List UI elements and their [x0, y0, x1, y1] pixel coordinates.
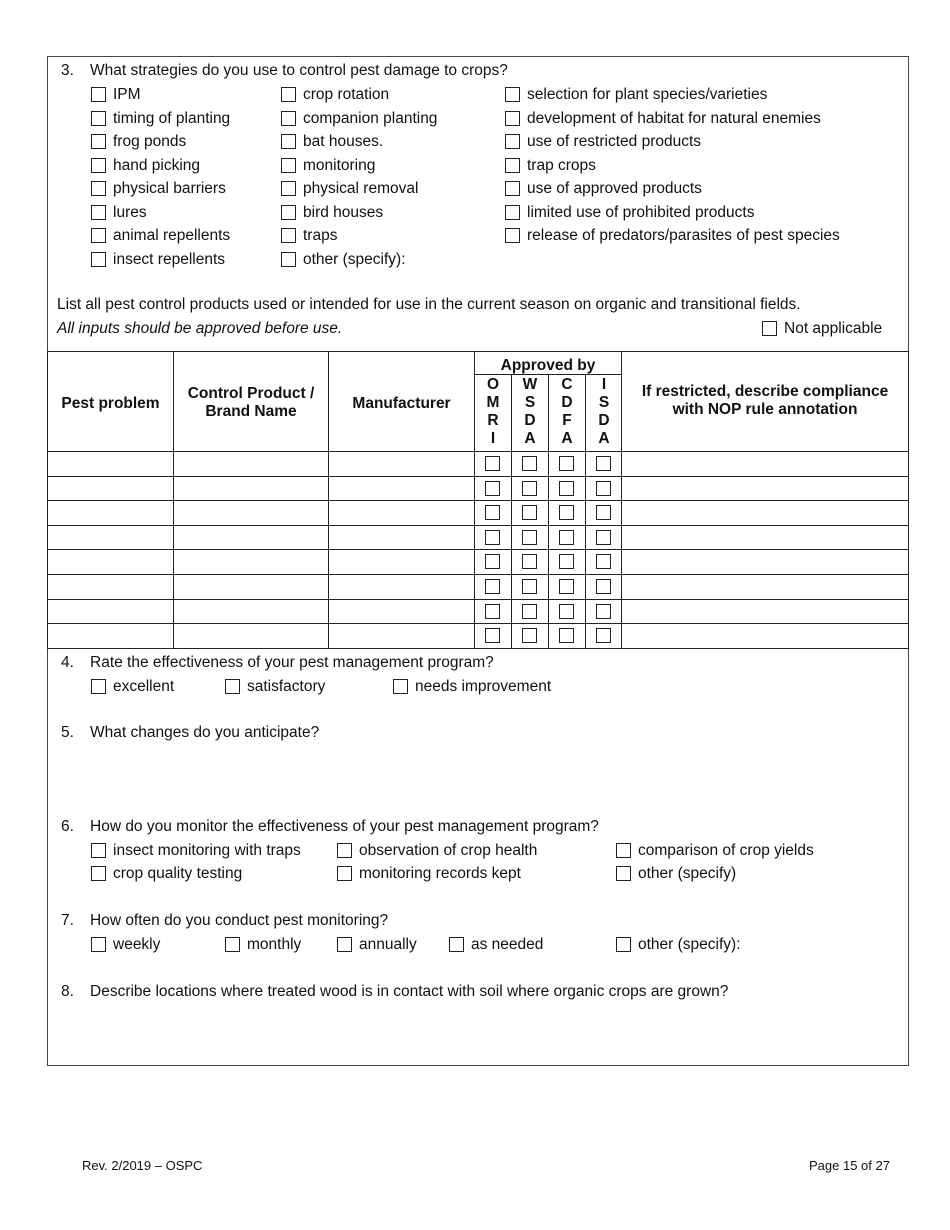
cell-control-product[interactable] — [174, 452, 328, 474]
checkbox[interactable] — [505, 158, 520, 173]
checkbox[interactable] — [505, 134, 520, 149]
option-label: animal repellents — [113, 227, 231, 244]
checkbox[interactable] — [281, 87, 296, 102]
cell-manufacturer[interactable] — [329, 575, 474, 597]
q6-question: How do you monitor the effectiveness of your pest management program? — [90, 818, 599, 835]
checkbox[interactable] — [337, 937, 352, 952]
option-label: physical barriers — [113, 180, 226, 197]
checkbox[interactable] — [281, 228, 296, 243]
q5-number: 5. — [61, 724, 74, 741]
option-label: monitoring — [303, 156, 376, 174]
checkbox[interactable] — [449, 937, 464, 952]
cell-manufacturer[interactable] — [329, 501, 474, 523]
option-label: as needed — [471, 936, 544, 953]
approval-checkbox[interactable] — [559, 554, 574, 569]
option-label: use of approved products — [527, 180, 702, 197]
cell-pest-problem[interactable] — [48, 624, 173, 646]
q7-number: 7. — [61, 912, 74, 929]
header-omri: O M R I — [486, 376, 500, 447]
checkbox[interactable] — [281, 111, 296, 126]
q3-number: 3. — [61, 62, 74, 79]
checkbox[interactable] — [91, 87, 106, 102]
option-label: insect repellents — [113, 250, 226, 268]
cell-restricted-compliance[interactable] — [622, 477, 908, 499]
approval-checkbox[interactable] — [596, 530, 611, 545]
option-label: timing of planting — [113, 109, 231, 127]
approval-checkbox[interactable] — [559, 628, 574, 643]
approval-checkbox[interactable] — [559, 481, 574, 496]
cell-pest-problem[interactable] — [48, 477, 173, 499]
not-applicable-label: Not applicable — [784, 320, 883, 337]
q3-question: What strategies do you use to control pest damage to crops? — [90, 62, 508, 79]
q4-number: 4. — [61, 654, 74, 671]
checkbox[interactable] — [91, 181, 106, 196]
approval-checkbox[interactable] — [522, 505, 537, 520]
checkbox[interactable] — [91, 679, 106, 694]
option-label: limited use of prohibited products — [527, 203, 755, 221]
cell-restricted-compliance[interactable] — [622, 526, 908, 548]
cell-restricted-compliance[interactable] — [622, 452, 908, 474]
approval-checkbox[interactable] — [559, 530, 574, 545]
q3-list-instruction: List all pest control products used or intended for use in the current season on organic and transitional fields. — [57, 296, 801, 313]
approval-checkbox[interactable] — [522, 456, 537, 471]
cell-restricted-compliance[interactable] — [622, 600, 908, 622]
approval-checkbox[interactable] — [559, 505, 574, 520]
q3-approval-note: All inputs should be approved before use. — [57, 320, 343, 337]
cell-control-product[interactable] — [174, 550, 328, 572]
checkbox[interactable] — [91, 937, 106, 952]
checkbox[interactable] — [91, 843, 106, 858]
checkbox[interactable] — [505, 205, 520, 220]
header-wsda: W S D A — [522, 376, 538, 447]
option-label: crop rotation — [303, 86, 390, 103]
header-manufacturer: Manufacturer — [352, 395, 451, 412]
option-label: observation of crop health — [359, 842, 538, 859]
footer-revision: Rev. 2/2019 – OSPC — [82, 1158, 203, 1173]
header-pest-problem: Pest problem — [61, 395, 160, 412]
approval-checkbox[interactable] — [596, 481, 611, 496]
q8-question: Describe locations where treated wood is in contact with soil where organic crops are grown? — [90, 983, 729, 1000]
checkbox[interactable] — [281, 158, 296, 173]
q8-number: 8. — [61, 983, 74, 1000]
cell-control-product[interactable] — [174, 624, 328, 646]
option-label: IPM — [113, 86, 141, 103]
header-control-product: Control Product / Brand Name — [187, 385, 315, 420]
checkbox[interactable] — [91, 158, 106, 173]
approval-checkbox[interactable] — [522, 554, 537, 569]
cell-restricted-compliance[interactable] — [622, 624, 908, 646]
q5-answer-area[interactable] — [90, 746, 890, 806]
checkbox[interactable] — [281, 181, 296, 196]
option-label: other (specify) — [638, 865, 737, 882]
header-restricted-compliance: If restricted, describe compliance with NOP rule annotation — [641, 383, 889, 418]
q4-question: Rate the effectiveness of your pest management program? — [90, 654, 494, 671]
checkbox[interactable] — [505, 87, 520, 102]
header-approved-by: Approved by — [500, 357, 596, 374]
approval-checkbox[interactable] — [596, 579, 611, 594]
checkbox[interactable] — [91, 134, 106, 149]
option-label: satisfactory — [247, 678, 326, 695]
checkbox[interactable] — [616, 866, 631, 881]
approval-checkbox[interactable] — [559, 604, 574, 619]
option-label: comparison of crop yields — [638, 842, 814, 859]
option-label: monitoring records kept — [359, 865, 521, 882]
cell-restricted-compliance[interactable] — [622, 575, 908, 597]
checkbox[interactable] — [505, 111, 520, 126]
option-label: lures — [113, 203, 147, 221]
checkbox[interactable] — [281, 252, 296, 267]
q7-question: How often do you conduct pest monitoring? — [90, 912, 389, 929]
header-cdfa: C D F A — [561, 376, 573, 447]
cell-manufacturer[interactable] — [329, 600, 474, 622]
option-label: annually — [359, 936, 417, 953]
approval-checkbox[interactable] — [596, 456, 611, 471]
cell-pest-problem[interactable] — [48, 526, 173, 548]
cell-control-product[interactable] — [174, 501, 328, 523]
checkbox[interactable] — [393, 679, 408, 694]
approval-checkbox[interactable] — [596, 604, 611, 619]
cell-manufacturer[interactable] — [329, 624, 474, 646]
approval-checkbox[interactable] — [485, 530, 500, 545]
cell-control-product[interactable] — [174, 526, 328, 548]
checkbox[interactable] — [505, 181, 520, 196]
approval-checkbox[interactable] — [485, 604, 500, 619]
option-label: development of habitat for natural enemies — [527, 109, 821, 127]
option-label: physical removal — [303, 180, 419, 197]
approval-checkbox[interactable] — [485, 481, 500, 496]
option-label: needs improvement — [415, 678, 552, 695]
q5-question: What changes do you anticipate? — [90, 724, 320, 741]
q8-answer-area[interactable] — [90, 1005, 890, 1060]
approval-checkbox[interactable] — [485, 579, 500, 594]
approval-checkbox[interactable] — [522, 530, 537, 545]
option-label: insect monitoring with traps — [113, 842, 301, 859]
checkbox[interactable] — [91, 228, 106, 243]
checkbox[interactable] — [616, 843, 631, 858]
option-label: crop quality testing — [113, 865, 243, 882]
checkbox[interactable] — [505, 228, 520, 243]
approval-checkbox[interactable] — [522, 481, 537, 496]
approval-checkbox[interactable] — [485, 628, 500, 643]
checkbox[interactable] — [616, 937, 631, 952]
cell-pest-problem[interactable] — [48, 600, 173, 622]
cell-control-product[interactable] — [174, 477, 328, 499]
approval-checkbox[interactable] — [596, 505, 611, 520]
option-label: traps — [303, 227, 338, 244]
checkbox[interactable] — [91, 111, 106, 126]
approval-checkbox[interactable] — [522, 628, 537, 643]
option-label: selection for plant species/varieties — [527, 86, 768, 103]
approval-checkbox[interactable] — [559, 579, 574, 594]
option-label: monthly — [247, 936, 302, 953]
option-label: use of restricted products — [527, 133, 702, 150]
cell-restricted-compliance[interactable] — [622, 550, 908, 572]
option-label: other (specify): — [303, 250, 406, 268]
approval-checkbox[interactable] — [522, 604, 537, 619]
cell-restricted-compliance[interactable] — [622, 501, 908, 523]
footer-page-number: Page 15 of 27 — [809, 1158, 890, 1173]
approval-checkbox[interactable] — [522, 579, 537, 594]
approval-checkbox[interactable] — [559, 456, 574, 471]
cell-manufacturer[interactable] — [329, 452, 474, 474]
option-label: frog ponds — [113, 133, 187, 150]
checkbox[interactable] — [225, 937, 240, 952]
checkbox[interactable] — [281, 205, 296, 220]
option-label: other (specify): — [638, 936, 741, 953]
option-label: bird houses — [303, 203, 384, 221]
approval-checkbox[interactable] — [485, 505, 500, 520]
option-label: hand picking — [113, 156, 201, 174]
checkbox[interactable] — [337, 843, 352, 858]
cell-pest-problem[interactable] — [48, 501, 173, 523]
approval-checkbox[interactable] — [485, 554, 500, 569]
checkbox[interactable] — [91, 866, 106, 881]
option-label: excellent — [113, 678, 175, 695]
checkbox[interactable] — [337, 866, 352, 881]
cell-control-product[interactable] — [174, 600, 328, 622]
not-applicable-checkbox[interactable] — [762, 321, 777, 336]
option-label: release of predators/parasites of pest species — [527, 227, 840, 244]
header-isda: I S D A — [598, 376, 610, 447]
cell-pest-problem[interactable] — [48, 452, 173, 474]
cell-manufacturer[interactable] — [329, 526, 474, 548]
cell-pest-problem[interactable] — [48, 550, 173, 572]
checkbox[interactable] — [91, 252, 106, 267]
cell-pest-problem[interactable] — [48, 575, 173, 597]
cell-manufacturer[interactable] — [329, 550, 474, 572]
option-label: weekly — [113, 936, 161, 953]
approval-checkbox[interactable] — [596, 554, 611, 569]
checkbox[interactable] — [91, 205, 106, 220]
q6-number: 6. — [61, 818, 74, 835]
approval-checkbox[interactable] — [596, 628, 611, 643]
checkbox[interactable] — [281, 134, 296, 149]
cell-control-product[interactable] — [174, 575, 328, 597]
approval-checkbox[interactable] — [485, 456, 500, 471]
option-label: companion planting — [303, 109, 438, 127]
option-label: bat houses. — [303, 133, 384, 150]
option-label: trap crops — [527, 156, 596, 174]
checkbox[interactable] — [225, 679, 240, 694]
cell-manufacturer[interactable] — [329, 477, 474, 499]
